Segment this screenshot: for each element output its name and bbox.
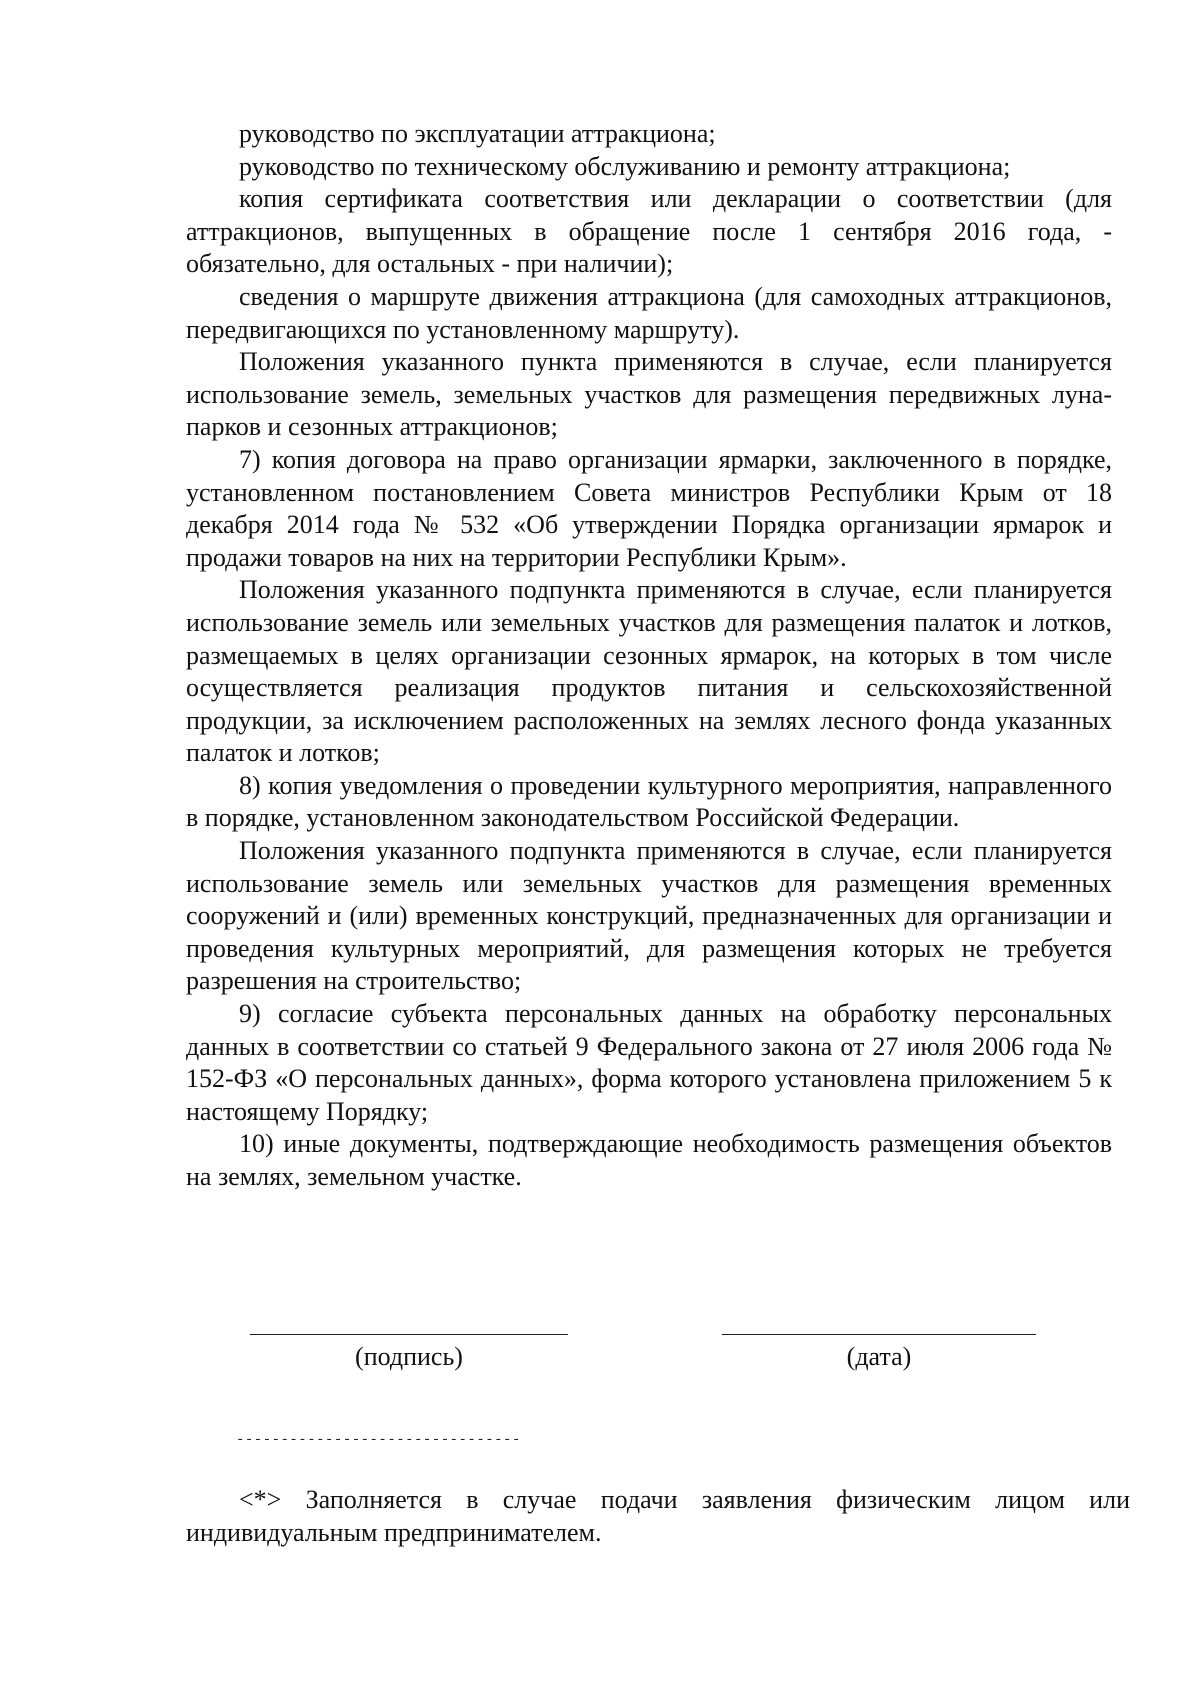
paragraph-item-8: 8) копия уведомления о проведении культурного мероприятия, направленного в порядке, установленном законодательством Российской Федерации. [186, 770, 1112, 833]
paragraph-provisions-amusement: Положения указанного пункта применяются в случае, если планируется использование земель, земельных участков для размещения передвижных луна-парков и сезонных аттракционов; [186, 347, 1112, 442]
paragraph-provisions-cultural: Положения указанного подпункта применяются в случае, если планируется использование земель или земельных участков для размещения временных сооружений и (или) временных конструкций, предназначенных для организации и проведения культурных мероприятий, для размещения которых не требуется разрешения на строительство; [186, 836, 1112, 996]
footnote-text: <*> Заполняется в случае подачи заявления физическим лицом или индивидуальным предпринимателем. [186, 1485, 1130, 1547]
date-line [722, 1334, 1036, 1335]
signature-caption: (подпись) [355, 1342, 463, 1371]
paragraph-item-10: 10) иные документы, подтверждающие необходимость размещения объектов на землях, земельном участке. [186, 1129, 1112, 1191]
paragraph-provisions-fair: Положения указанного подпункта применяются в случае, если планируется использование земель или земельных участков для размещения палаток и лотков, размещаемых в целях организации сезонных ярмарок, на которых в том числе осуществляется реализация продуктов питания и сельскохозяйственной продукции, за исключением расположенных на землях лесного фонда указанных палаток и лотков; [186, 575, 1112, 768]
paragraph-maintenance-manual: руководство по техническому обслуживанию и ремонту аттракциона; [239, 151, 1011, 181]
paragraph-operation-manual: руководство по эксплуатации аттракциона; [239, 119, 716, 148]
document-body [186, 118, 1112, 1194]
date-caption: (дата) [846, 1342, 912, 1371]
paragraph-certificate-copy: копия сертификата соответствия или декларации о соответствии (для аттракционов, выпущенных в обращение после 1 сентября 2016 года, - обязательно, для остальных - при наличии); [186, 184, 1112, 279]
footnote-separator: -------------------------------- [236, 1432, 521, 1448]
footnote [186, 1483, 1130, 1549]
signature-section [0, 1334, 1200, 1394]
paragraph-item-7: 7) копия договора на право организации ярмарки, заключенного в порядке, установленном постановлением Совета министров Республики Крым от 18 декабря 2014 года № 532 «Об утверждении Порядка организации ярмарок и продажи товаров на них на территории Республики Крым». [186, 444, 1112, 572]
signature-line [250, 1334, 568, 1335]
paragraph-route-info: сведения о маршруте движения аттракциона (для самоходных аттракционов, передвигающихся по установленному маршруту). [186, 281, 1112, 344]
paragraph-item-9: 9) согласие субъекта персональных данных на обработку персональных данных в соответствии со статьей 9 Федерального закона от 27 июля 2006 года № 152-ФЗ «О персональных данных», форма которого установлена приложением 5 к настоящему Порядку; [186, 999, 1112, 1126]
